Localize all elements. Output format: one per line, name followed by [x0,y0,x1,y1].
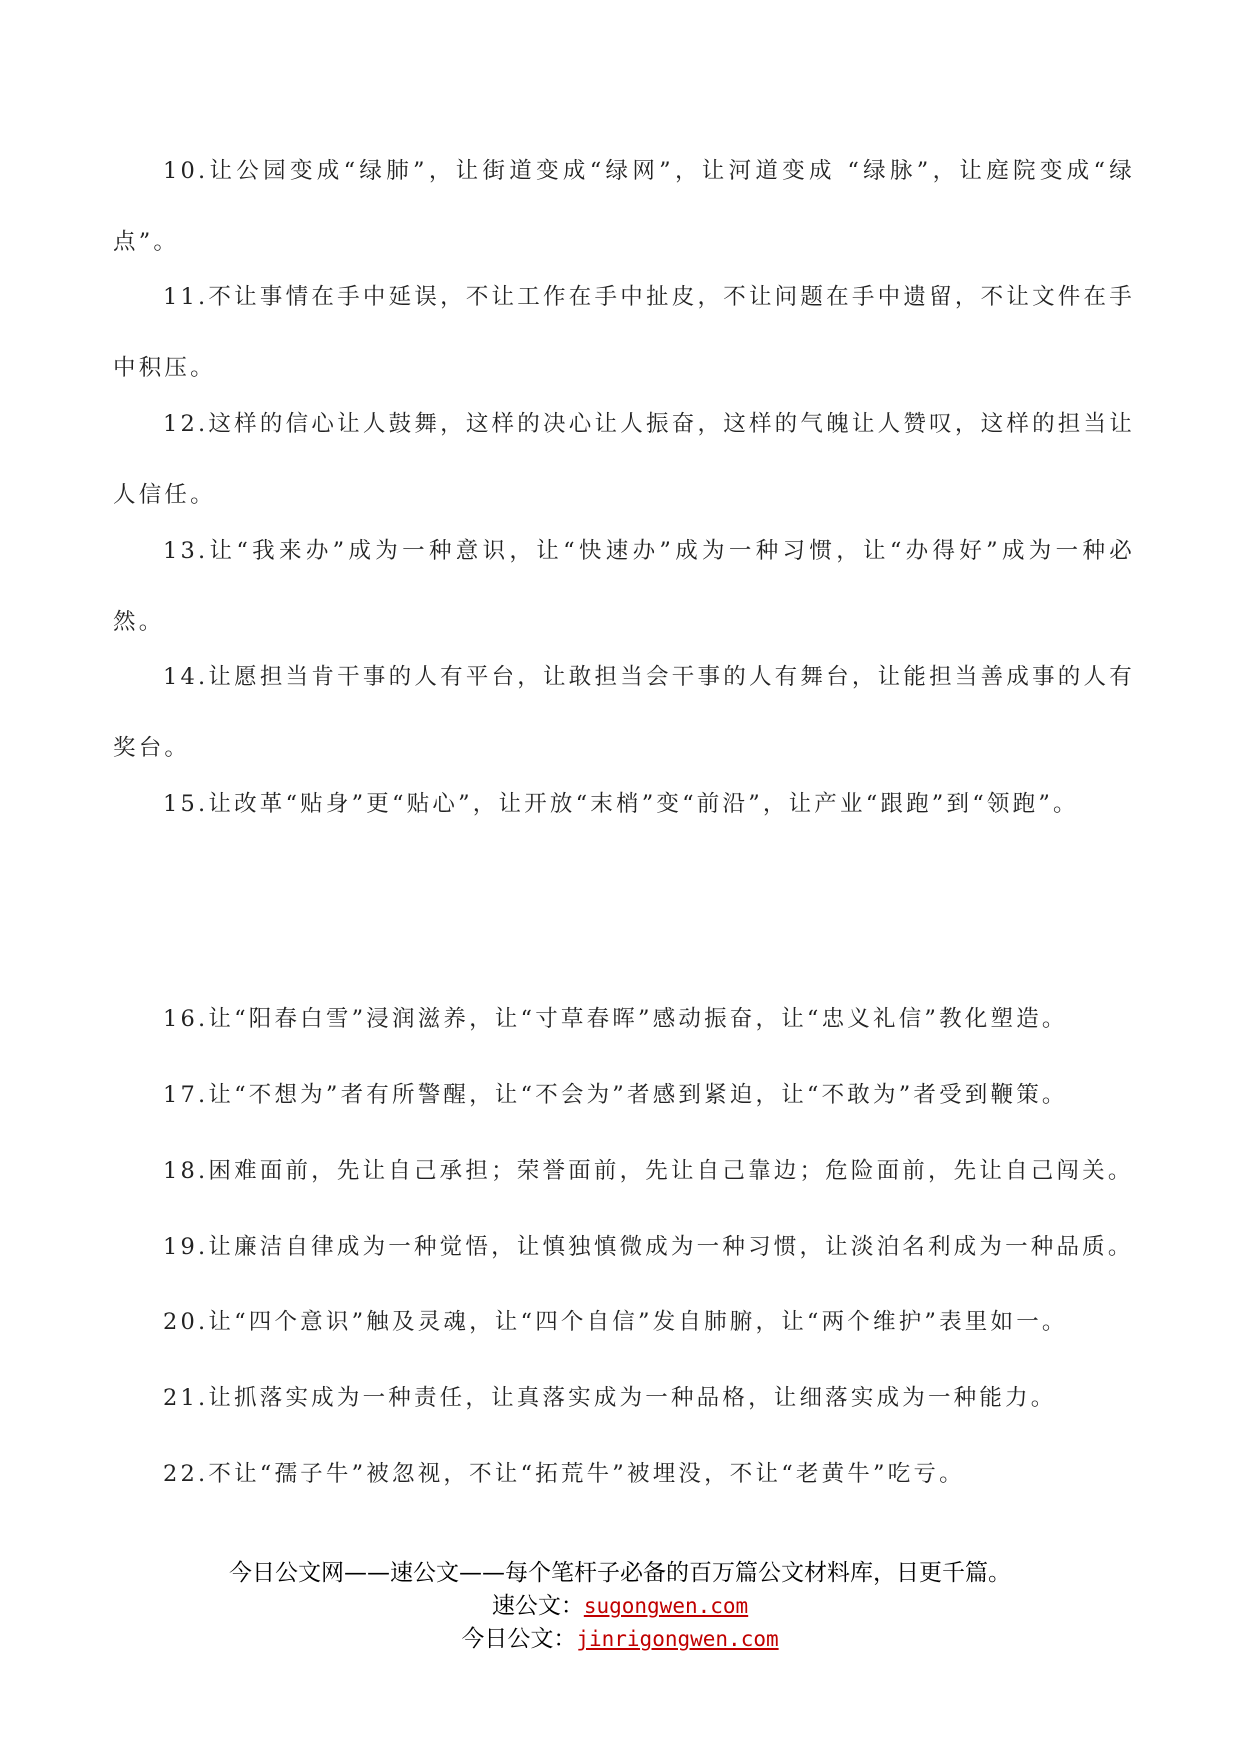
list-item: 15.让改革“贴身”更“贴心”，让开放“末梢”变“前沿”，让产业“跟跑”到“领跑”。 [163,791,1079,817]
list-item: 20.让“四个意识”触及灵魂，让“四个自信”发自肺腑，让“两个维护”表里如一。 [163,1309,1068,1335]
list-item: 17.让“不想为”者有所警醒，让“不会为”者感到紧迫，让“不敢为”者受到鞭策。 [163,1082,1068,1108]
sugongwen-link[interactable]: sugongwen.com [583,1594,749,1618]
list-item: 12.这样的信心让人鼓舞，这样的决心让人振奋，这样的气魄让人赞叹，这样的担当让人信任。 [113,411,1135,508]
list-item: 18.困难面前，先让自己承担；荣誉面前，先让自己靠边；危险面前，先让自己闯关。 [163,1158,1134,1184]
list-item: 10.让公园变成“绿肺”，让街道变成“绿网”，让河道变成 “绿脉”，让庭院变成“绿点”。 [113,158,1135,255]
list-item: 14.让愿担当肯干事的人有平台，让敢担当会干事的人有舞台，让能担当善成事的人有奖台。 [113,664,1135,761]
footer-sugongwen-label: 速公文： [491,1593,584,1619]
footer-tagline: 今日公文网——速公文——每个笔杆子必备的百万篇公文材料库，日更千篇。 [229,1560,1011,1586]
footer-jinrigongwen-line [0,1624,1240,1655]
footer-sugongwen-line [0,1591,1240,1622]
list-item: 13.让“我来办”成为一种意识，让“快速办”成为一种习惯，让“办得好”成为一种必然。 [113,538,1135,635]
jinrigongwen-link[interactable]: jinrigongwen.com [576,1627,779,1651]
list-item: 21.让抓落实成为一种责任，让真落实成为一种品格，让细落实成为一种能力。 [163,1385,1057,1411]
list-item: 16.让“阳春白雪”浸润滋养，让“寸草春晖”感动振奋，让“忠义礼信”教化塑造。 [163,1006,1068,1032]
footer-jinrigongwen-label: 今日公文： [461,1626,577,1652]
list-item: 11.不让事情在手中延误，不让工作在手中扯皮，不让问题在手中遗留，不让文件在手中积压。 [113,284,1135,381]
list-item: 19.让廉洁自律成为一种觉悟，让慎独慎微成为一种习惯，让淡泊名利成为一种品质。 [163,1234,1134,1260]
list-item: 22.不让“孺子牛”被忽视，不让“拓荒牛”被埋没，不让“老黄牛”吃亏。 [163,1461,965,1487]
